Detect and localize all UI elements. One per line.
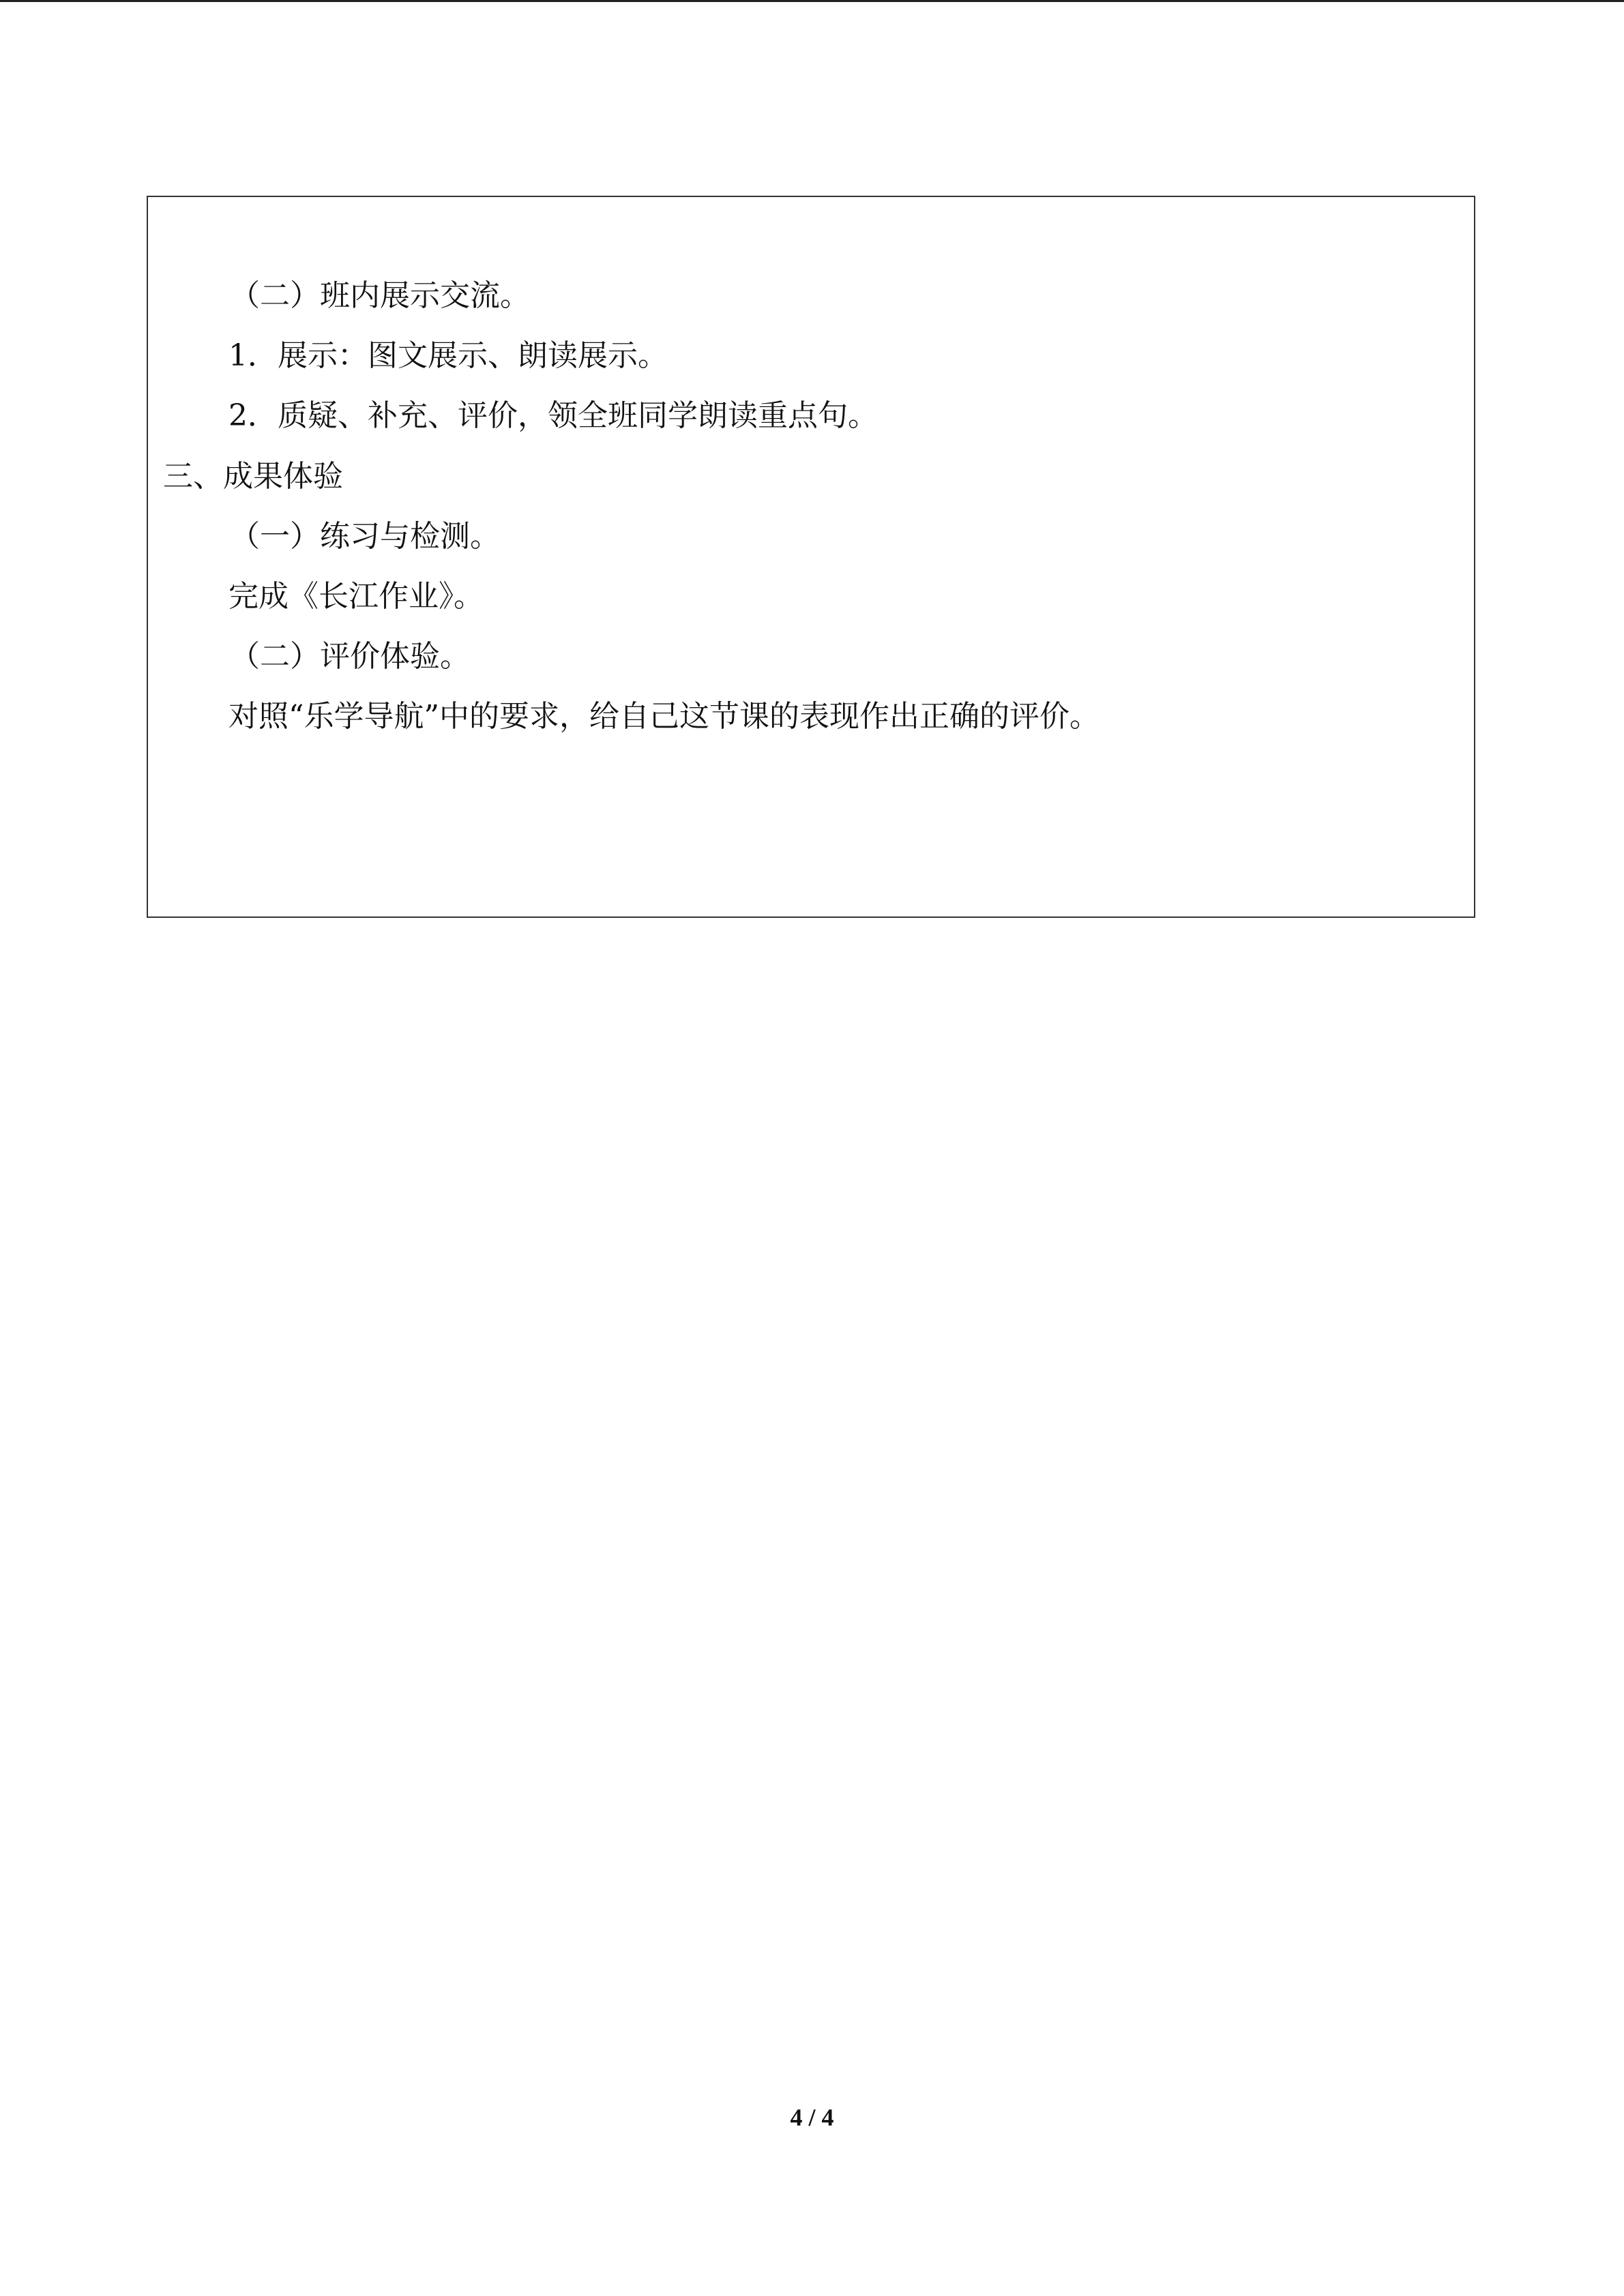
body-text: 对照“乐学导航”中的要求，给自己这节课的表现作出正确的评价。	[228, 699, 1099, 734]
subsection-heading: （二）班内展示交流。	[230, 278, 530, 313]
section-heading: 三、成果体验	[163, 459, 343, 494]
list-item: 2．质疑、补充、评价，领全班同学朗读重点句。	[228, 398, 878, 433]
subsection-heading: （二）评价体验。	[230, 639, 470, 674]
page-number: 4 / 4	[790, 2104, 834, 2131]
body-text: 完成《长江作业》。	[228, 579, 484, 614]
list-item: 1．展示：图文展示、朗读展示。	[228, 338, 668, 373]
top-rule	[0, 0, 1624, 2]
subsection-heading: （一）练习与检测。	[230, 519, 500, 554]
content-box	[147, 196, 1475, 918]
